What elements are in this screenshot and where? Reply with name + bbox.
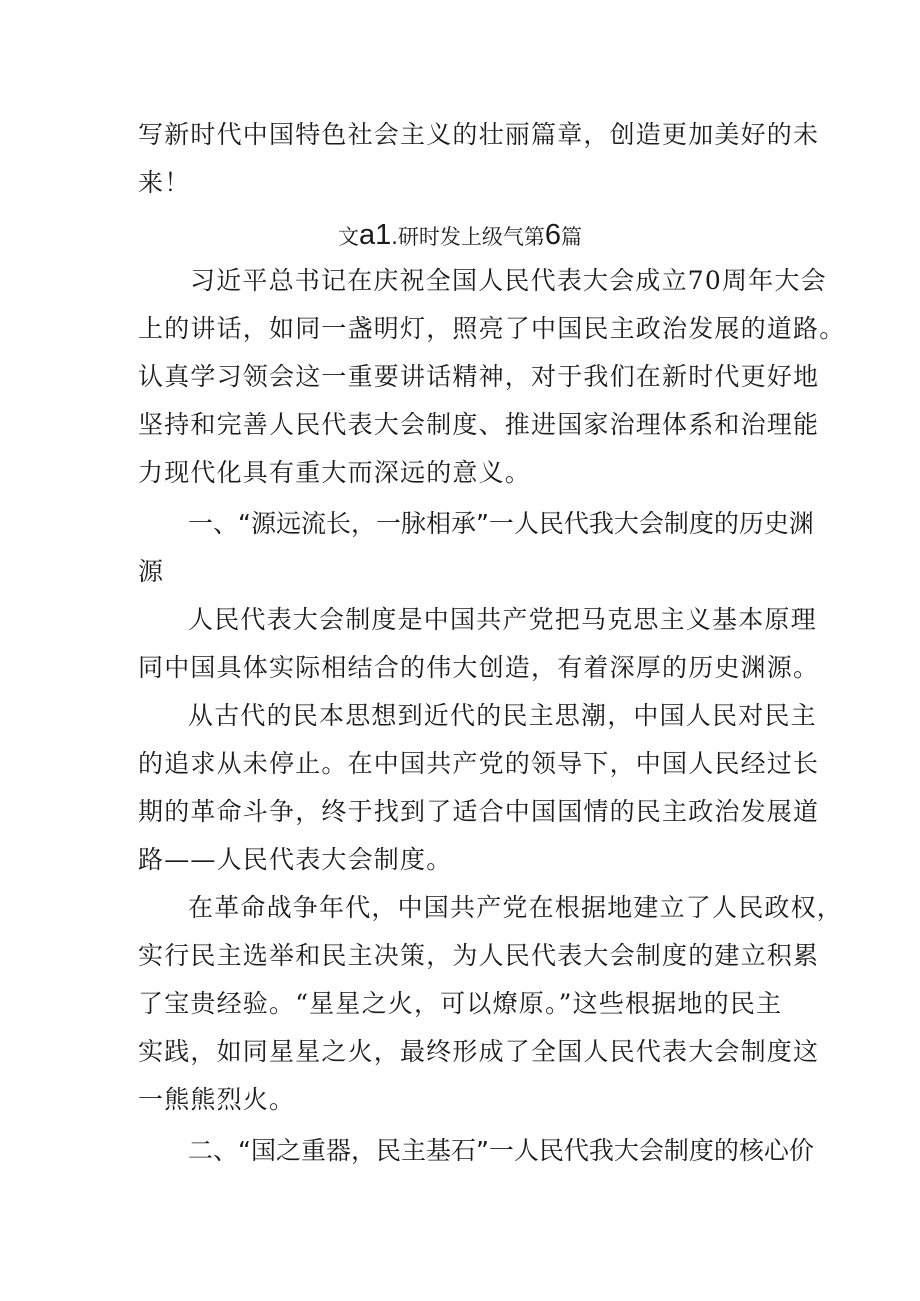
heading1-line-2: 源 xyxy=(138,557,164,586)
section-title xyxy=(0,218,920,252)
paragraph4-line-2: 实行民主选举和民主决策，为人民代表大会制度的建立积累 xyxy=(138,941,820,970)
heading1-line-1: 一、“源远流长，一脉相承”一人民代我大会制度的历史渊 xyxy=(188,509,814,538)
section-title-suffix: 篇 xyxy=(561,225,583,249)
section-title-big1: a1 xyxy=(358,219,392,251)
section-title-middle: .研时发上级气第 xyxy=(391,225,545,249)
section-title-big2: 6 xyxy=(544,219,562,251)
paragraph4-line-4: 实践，如同星星之火，最终形成了全国人民代表大会制度这 xyxy=(138,1037,820,1066)
paragraph2-line-2: 同中国具体实际相结合的伟大创造，有着深厚的历史渊源。 xyxy=(138,653,820,682)
paragraph1-line-3: 认真学习领会这一重要讲话精神，对于我们在新时代更好地 xyxy=(138,362,820,391)
heading2-line-1: 二、“国之重器，民主基石”一人民代我大会制度的核心价 xyxy=(188,1136,814,1165)
paragraph2-line-1: 人民代表大会制度是中国共产党把马克思主义基本原理 xyxy=(188,605,817,634)
paragraph4-line-1: 在革命战争年代，中国共产党在根据地建立了人民政权， xyxy=(188,893,844,922)
intro-line-2: 来！ xyxy=(138,168,191,197)
paragraph1-line-4: 坚持和完善人民代表大会制度、推进国家治理体系和治理能 xyxy=(138,410,820,439)
section-title-prefix: 文 xyxy=(337,225,359,249)
paragraph3-line-2: 的追求从未停止。在中国共产党的领导下，中国人民经过长 xyxy=(138,749,820,778)
paragraph1-line-2: 上的讲话，如同一盏明灯，照亮了中国民主政治发展的道路。 xyxy=(138,314,846,343)
paragraph3-line-1: 从古代的民本思想到近代的民主思潮，中国人民对民主 xyxy=(188,701,817,730)
paragraph3-line-3: 期的革命斗争，终于找到了适合中国国情的民主政治发展道 xyxy=(138,797,820,826)
paragraph4-line-3: 了宝贵经验。“星星之火，可以燎原。”这些根据地的民主 xyxy=(138,989,783,1018)
paragraph4-line-5: 一熊熊烈火。 xyxy=(138,1085,296,1114)
intro-line-1: 写新时代中国特色社会主义的壮丽篇章，创造更加美好的未 xyxy=(138,120,820,149)
paragraph1-line-5: 力现代化具有重大而深远的意义。 xyxy=(138,458,532,487)
paragraph1-line-1: 习近平总书记在庆祝全国人民代表大会成立70周年大会 xyxy=(190,266,827,295)
paragraph3-line-4: 路——人民代表大会制度。 xyxy=(138,845,453,874)
